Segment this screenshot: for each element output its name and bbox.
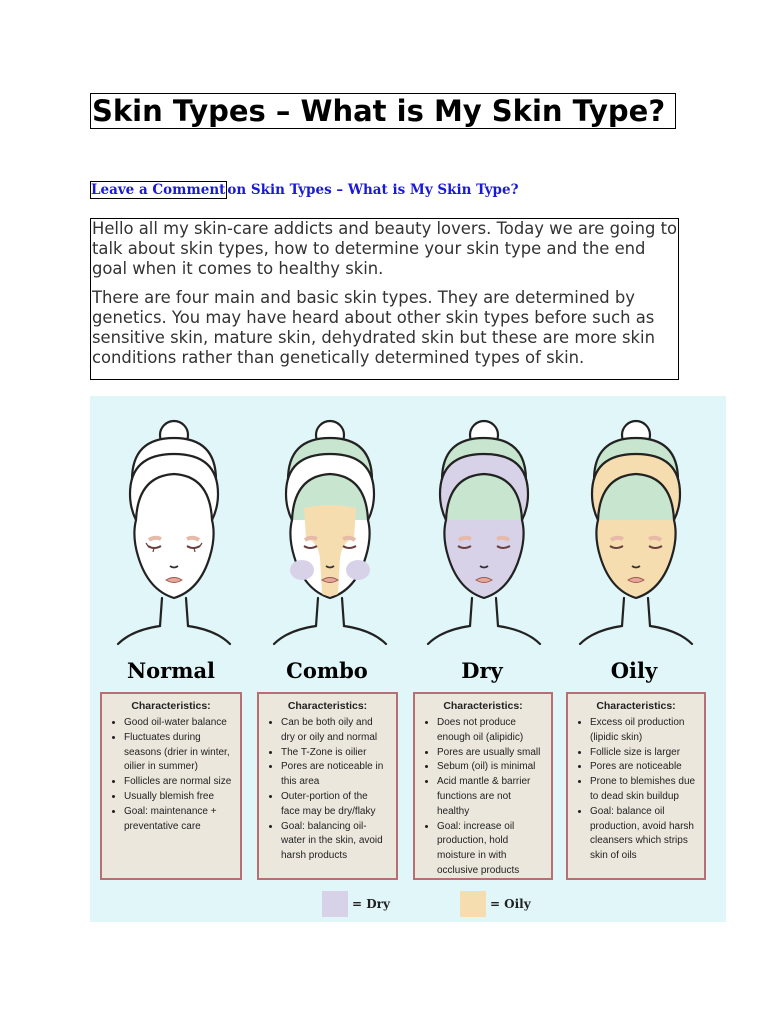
intro-paragraph-2: There are four main and basic skin types. They are determined by genetics. You may have heard about other skin types before such as sensitive skin, mature skin, dehydrated skin but these are more skin conditions rather than genetically determined types of skin. <box>92 288 655 367</box>
leave-comment-link[interactable]: Leave a Comment <box>91 182 226 198</box>
card-oily <box>566 692 706 880</box>
comment-link-box[interactable] <box>90 181 227 199</box>
list-item: • Follicles are normal size <box>124 775 232 790</box>
face-dry-illustration <box>422 418 546 650</box>
page-title: Skin Types – What is My Skin Type? <box>92 94 666 128</box>
card-heading: Characteristics: <box>287 700 368 712</box>
list-item: • Does not produce enough oil (alipidic) <box>437 716 543 746</box>
dry-swatch <box>322 891 348 917</box>
card-dry <box>413 692 553 880</box>
card-heading: Characteristics: <box>596 700 676 712</box>
list-item: • Fluctuates during seasons (drier in winter, oilier in summer) <box>124 731 232 775</box>
label-oily: Oily <box>610 658 658 683</box>
list-item: • Goal: maintenance + preventative care <box>124 805 232 835</box>
face-normal-illustration <box>112 418 236 650</box>
card-combo <box>257 692 398 880</box>
face-combo-illustration <box>268 418 392 650</box>
list-item: • Outer-portion of the face may be dry/flaky <box>281 790 388 820</box>
list-item: • The T-Zone is oilier <box>281 746 388 761</box>
legend-dry-label: = Dry <box>352 897 390 911</box>
list-item: • Sebum (oil) is minimal <box>437 760 543 775</box>
list-item: • Good oil-water balance <box>124 716 232 731</box>
meta-suffix: on Skin Types – What is My Skin Type? <box>227 182 519 198</box>
intro-text-box <box>90 218 679 380</box>
list-item: • Goal: increase oil production, hold moisture in with occlusive products <box>437 820 543 879</box>
list-item: • Pores are noticeable in this area <box>281 760 388 790</box>
skin-types-infographic <box>90 396 726 922</box>
card-heading: Characteristics: <box>443 700 523 712</box>
post-meta <box>90 182 519 198</box>
card-normal <box>100 692 242 880</box>
list-item: • Pores are usually small <box>437 746 543 761</box>
list-item: • Follicle size is larger <box>590 746 696 761</box>
list-item: • Goal: balance oil production, avoid harsh cleansers which strips skin of oils <box>590 805 696 864</box>
list-item: • Usually blemish free <box>124 790 232 805</box>
label-normal: Normal <box>126 658 216 683</box>
intro-paragraph-1: Hello all my skin-care addicts and beauty lovers. Today we are going to talk about skin types, how to determine your skin type and the end goal when it comes to healthy skin. <box>92 219 678 278</box>
label-combo: Combo <box>286 658 368 683</box>
list-item: • Can be both oily and dry or oily and normal <box>281 716 388 746</box>
list-item: • Acid mantle & barrier functions are not healthy <box>437 775 543 819</box>
legend-oily-label: = Oily <box>489 897 531 911</box>
list-item: • Goal: balancing oil-water in the skin, avoid harsh products <box>281 820 388 864</box>
title-box <box>90 93 676 129</box>
oily-swatch <box>460 891 486 917</box>
label-dry: Dry <box>461 658 503 683</box>
list-item: • Excess oil production (lipidic skin) <box>590 716 696 746</box>
card-heading: Characteristics: <box>131 700 211 712</box>
list-item: • Prone to blemishes due to dead skin buildup <box>590 775 696 805</box>
color-legend <box>322 891 531 917</box>
list-item: • Pores are noticeable <box>590 760 696 775</box>
face-oily-illustration <box>574 418 698 650</box>
